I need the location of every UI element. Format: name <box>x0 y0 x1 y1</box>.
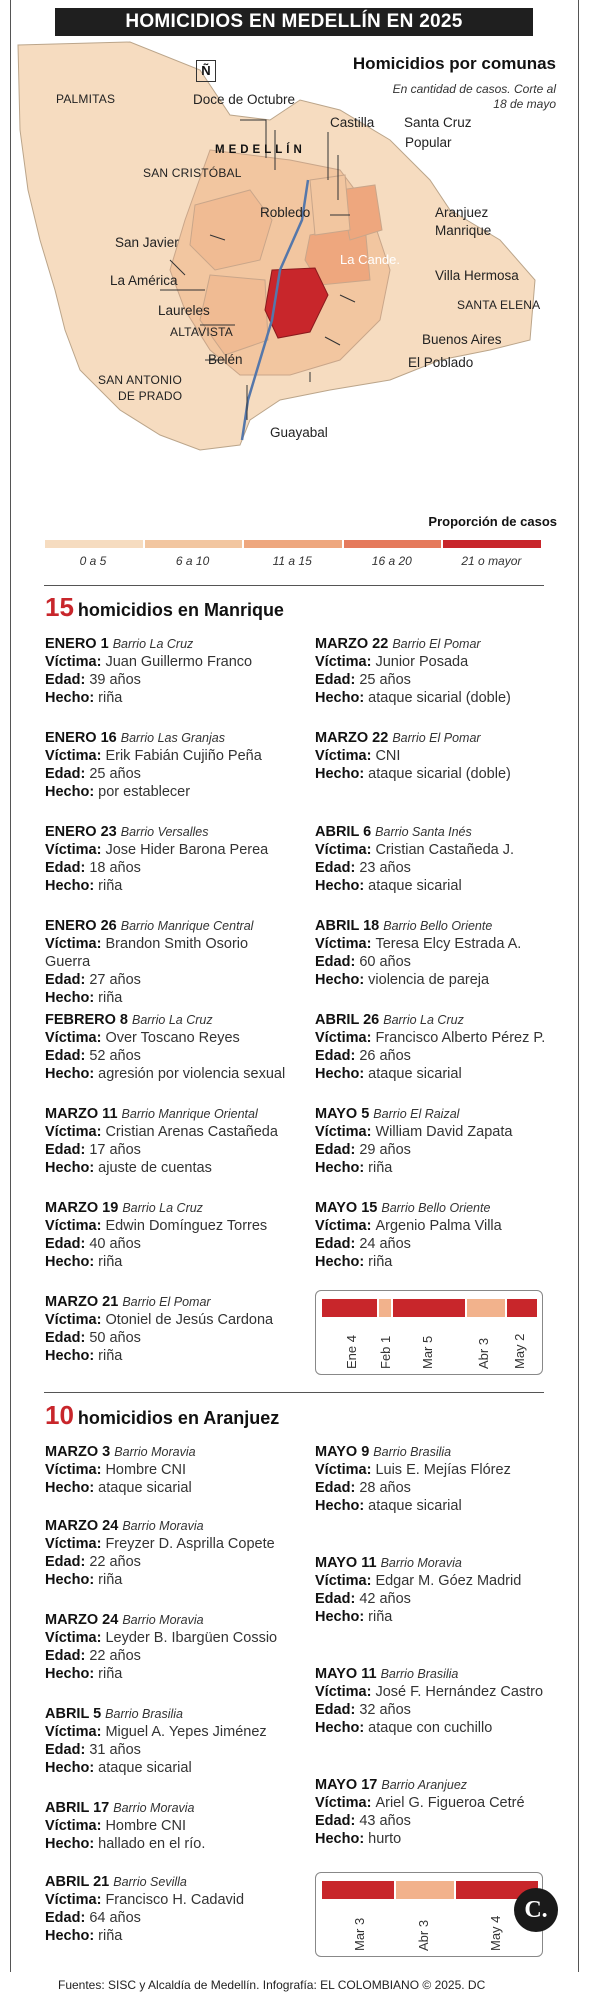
aranjuez-heading-text: homicidios en Aranjuez <box>77 1408 280 1428</box>
case-barrio: Barrio El Raizal <box>373 1107 460 1121</box>
field-label-edad: Edad: <box>315 1048 360 1064</box>
case-entry <box>315 1776 565 1848</box>
case-date: MAYO 9 <box>315 1444 374 1460</box>
field-label-hecho: Hecho: <box>45 878 99 894</box>
field-label-edad: Edad: <box>45 1142 90 1158</box>
timeline-segment <box>393 1299 465 1317</box>
case-victima: Luis E. Mejías Flórez <box>375 1462 511 1478</box>
divider-middle <box>44 1392 544 1393</box>
timeline-tick: Abr 3 <box>416 1919 431 1951</box>
case-barrio: Barrio Sevilla <box>113 1875 187 1889</box>
case-edad: 60 años <box>359 954 411 970</box>
case-barrio: Barrio El Pomar <box>122 1295 211 1309</box>
case-hecho: ataque sicarial <box>368 878 462 894</box>
case-victima: Teresa Elcy Estrada A. <box>375 936 522 952</box>
field-label-hecho: Hecho: <box>315 1831 369 1847</box>
case-date: MARZO 24 <box>45 1612 123 1628</box>
case-date: MAYO 5 <box>315 1106 374 1122</box>
case-hecho: riña <box>98 1666 123 1682</box>
north-arrow-icon: Ñ <box>196 60 216 82</box>
case-hecho: riña <box>368 1254 393 1270</box>
case-date: MARZO 19 <box>45 1200 123 1216</box>
field-label-victima: Víctima: <box>315 842 376 858</box>
manrique-heading <box>45 592 284 623</box>
case-barrio: Barrio El Pomar <box>392 637 481 651</box>
legend-label: 11 a 15 <box>272 554 312 568</box>
case-victima: Edwin Domínguez Torres <box>105 1218 268 1234</box>
case-hecho: ataque sicarial <box>368 1066 462 1082</box>
case-entry <box>315 1105 565 1177</box>
timeline-tick: May 4 <box>488 1915 503 1951</box>
field-label-hecho: Hecho: <box>315 878 369 894</box>
case-hecho: ataque sicarial <box>368 1498 462 1514</box>
case-hecho: ataque sicarial <box>98 1480 192 1496</box>
case-victima: Otoniel de Jesús Cardona <box>105 1312 274 1328</box>
field-label-hecho: Hecho: <box>315 1609 369 1625</box>
legend-title: Proporción de casos <box>428 514 557 529</box>
case-entry <box>315 1665 565 1737</box>
field-label-victima: Víctima: <box>315 654 376 670</box>
field-label-hecho: Hecho: <box>45 1572 99 1588</box>
field-label-victima: Víctima: <box>315 936 376 952</box>
case-date: FEBRERO 8 <box>45 1012 133 1028</box>
case-barrio: Barrio Manrique Central <box>120 919 254 933</box>
case-hecho: hallado en el río. <box>98 1836 206 1852</box>
case-entry <box>45 729 295 801</box>
case-entry <box>45 1873 295 1945</box>
case-victima: Leyder B. Ibargüen Cossio <box>105 1630 278 1646</box>
case-barrio: Barrio Moravia <box>122 1519 204 1533</box>
case-hecho: riña <box>98 990 123 1006</box>
case-hecho: riña <box>98 1348 123 1364</box>
case-edad: 64 años <box>89 1910 141 1926</box>
field-label-victima: Víctima: <box>45 1030 106 1046</box>
popular-shape <box>310 175 350 235</box>
field-label-edad: Edad: <box>45 1330 90 1346</box>
case-date: ENERO 1 <box>45 636 113 652</box>
case-barrio: Barrio La Cruz <box>122 1201 203 1215</box>
map-title: Homicidios por comunas <box>352 54 556 73</box>
legend-swatch <box>244 540 342 548</box>
field-label-victima: Víctima: <box>315 1030 376 1046</box>
field-label-hecho: Hecho: <box>315 972 369 988</box>
case-victima: Edgar M. Góez Madrid <box>375 1573 522 1589</box>
timeline-segment <box>396 1881 454 1899</box>
field-label-edad: Edad: <box>45 1048 90 1064</box>
credits: Fuentes: SISC y Alcaldía de Medellín. Infografía: EL COLOMBIANO © 2025. DC <box>58 1978 486 1992</box>
medellin-map <box>10 40 570 510</box>
label-el-poblado: El Poblado <box>408 355 474 370</box>
case-entry <box>315 1443 565 1515</box>
timeline-segment <box>379 1299 391 1317</box>
case-barrio: Barrio Las Granjas <box>120 731 225 745</box>
legend-label: 21 o mayor <box>461 554 522 568</box>
case-victima: Francisco Alberto Pérez P. <box>375 1030 546 1046</box>
case-barrio: Barrio Manrique Oriental <box>121 1107 258 1121</box>
label-palmitas: PALMITAS <box>56 92 116 106</box>
page-title: HOMICIDIOS EN MEDELLÍN EN 2025 <box>55 8 533 36</box>
case-victima: Freyzer D. Asprilla Copete <box>105 1536 275 1552</box>
field-label-edad: Edad: <box>45 766 90 782</box>
case-victima: Hombre CNI <box>105 1462 187 1478</box>
case-edad: 23 años <box>359 860 411 876</box>
case-hecho: riña <box>98 1254 123 1270</box>
label-popular: Popular <box>405 135 452 150</box>
field-label-victima: Víctima: <box>45 842 106 858</box>
case-edad: 27 años <box>89 972 141 988</box>
case-edad: 22 años <box>89 1554 141 1570</box>
case-date: ABRIL 26 <box>315 1012 384 1028</box>
case-entry <box>315 729 565 783</box>
case-hecho: ataque sicarial <box>98 1760 192 1776</box>
case-edad: 31 años <box>89 1742 141 1758</box>
field-label-hecho: Hecho: <box>45 1066 99 1082</box>
case-barrio: Barrio La Cruz <box>383 1013 464 1027</box>
timeline-tick: Mar 5 <box>420 1335 435 1369</box>
case-date: ABRIL 18 <box>315 918 384 934</box>
label-aranjuez: Aranjuez <box>435 205 489 220</box>
case-entry <box>45 1517 295 1589</box>
case-barrio: Barrio Brasilia <box>373 1445 452 1459</box>
case-date: ENERO 16 <box>45 730 121 746</box>
case-barrio: Barrio Moravia <box>122 1613 204 1627</box>
case-edad: 43 años <box>359 1813 411 1829</box>
field-label-edad: Edad: <box>45 672 90 688</box>
label-san-javier: San Javier <box>115 235 179 250</box>
timeline-tick: May 2 <box>512 1333 527 1369</box>
legend-label: 16 a 20 <box>371 554 412 568</box>
case-victima: Cristian Arenas Castañeda <box>105 1124 278 1140</box>
case-hecho: riña <box>98 1572 123 1588</box>
case-date: MAYO 11 <box>315 1666 381 1682</box>
case-victima: Miguel A. Yepes Jiménez <box>105 1724 267 1740</box>
case-entry <box>315 823 565 895</box>
field-label-hecho: Hecho: <box>45 1928 99 1944</box>
case-edad: 42 años <box>359 1591 411 1607</box>
manrique-heading-text: homicidios en Manrique <box>77 600 284 620</box>
case-edad: 18 años <box>89 860 141 876</box>
city-label: MEDELLÍN <box>215 144 306 156</box>
case-date: MARZO 11 <box>45 1106 122 1122</box>
case-date: MAYO 17 <box>315 1777 382 1793</box>
case-hecho: ajuste de cuentas <box>98 1160 212 1176</box>
legend-swatch <box>45 540 143 548</box>
field-label-edad: Edad: <box>315 1702 360 1718</box>
legend-label: 6 a 10 <box>175 554 210 568</box>
case-entry <box>315 1199 565 1271</box>
field-label-hecho: Hecho: <box>45 1160 99 1176</box>
legend-swatch <box>443 540 541 548</box>
field-label-hecho: Hecho: <box>45 784 99 800</box>
case-date: MAYO 15 <box>315 1200 382 1216</box>
case-date: MARZO 22 <box>315 730 393 746</box>
case-date: ABRIL 21 <box>45 1874 114 1890</box>
divider-top <box>44 585 544 586</box>
field-label-victima: Víctima: <box>45 1462 106 1478</box>
case-entry <box>45 1199 295 1271</box>
case-victima: Ariel G. Figueroa Cetré <box>375 1795 525 1811</box>
field-label-victima: Víctima: <box>45 1818 106 1834</box>
case-edad: 22 años <box>89 1648 141 1664</box>
case-victima: Argenio Palma Villa <box>375 1218 502 1234</box>
case-hecho: riña <box>368 1160 393 1176</box>
label-guayabal: Guayabal <box>270 425 328 440</box>
aranjuez-timeline <box>315 1872 543 1957</box>
field-label-hecho: Hecho: <box>45 1666 99 1682</box>
field-label-hecho: Hecho: <box>315 1254 369 1270</box>
case-date: MAYO 11 <box>315 1555 381 1571</box>
case-entry <box>45 1011 295 1083</box>
label-santa-elena: SANTA ELENA <box>457 298 541 312</box>
field-label-hecho: Hecho: <box>315 690 369 706</box>
case-victima: Erik Fabián Cujiño Peña <box>105 748 262 764</box>
label-belen: Belén <box>208 352 243 367</box>
case-entry <box>45 1799 295 1853</box>
timeline-segment <box>322 1881 394 1899</box>
field-label-hecho: Hecho: <box>45 690 99 706</box>
case-edad: 26 años <box>359 1048 411 1064</box>
field-label-edad: Edad: <box>315 672 360 688</box>
case-hecho: ataque sicarial (doble) <box>368 766 511 782</box>
field-label-edad: Edad: <box>315 1142 360 1158</box>
el-colombiano-logo-icon: C. <box>514 1888 558 1932</box>
case-edad: 39 años <box>89 672 141 688</box>
label-la-candelaria: La Cande. <box>340 252 400 267</box>
case-hecho: riña <box>98 1928 123 1944</box>
case-barrio: Barrio Bello Oriente <box>381 1201 491 1215</box>
case-entry <box>315 1554 565 1626</box>
case-victima: Hombre CNI <box>105 1818 187 1834</box>
case-victima: Cristian Castañeda J. <box>375 842 515 858</box>
case-barrio: Barrio Bello Oriente <box>383 919 493 933</box>
label-santa-cruz: Santa Cruz <box>404 115 472 130</box>
case-entry <box>45 1705 295 1777</box>
timeline-segment <box>322 1299 377 1317</box>
field-label-victima: Víctima: <box>45 1218 106 1234</box>
field-label-victima: Víctima: <box>315 1218 376 1234</box>
field-label-edad: Edad: <box>45 1554 90 1570</box>
case-edad: 52 años <box>89 1048 141 1064</box>
field-label-edad: Edad: <box>45 1910 90 1926</box>
case-hecho: riña <box>98 878 123 894</box>
case-date: ENERO 26 <box>45 918 121 934</box>
timeline-tick: Abr 3 <box>476 1337 491 1369</box>
case-entry <box>315 635 565 707</box>
case-victima: José F. Hernández Castro <box>375 1684 544 1700</box>
case-barrio: Barrio La Cruz <box>112 637 194 651</box>
case-victima: Brandon Smith Osorio Guerra <box>45 936 249 970</box>
field-label-edad: Edad: <box>315 1236 360 1252</box>
case-date: MARZO 3 <box>45 1444 115 1460</box>
field-label-victima: Víctima: <box>315 1124 376 1140</box>
field-label-victima: Víctima: <box>45 1630 106 1646</box>
manrique-count: 15 <box>45 592 74 622</box>
field-label-edad: Edad: <box>315 1591 360 1607</box>
field-label-edad: Edad: <box>45 1742 90 1758</box>
field-label-edad: Edad: <box>315 1480 360 1496</box>
field-label-victima: Víctima: <box>45 1892 106 1908</box>
field-label-victima: Víctima: <box>45 1724 106 1740</box>
field-label-hecho: Hecho: <box>45 1348 99 1364</box>
field-label-edad: Edad: <box>45 972 90 988</box>
field-label-victima: Víctima: <box>315 1684 376 1700</box>
label-castilla: Castilla <box>330 115 375 130</box>
field-label-hecho: Hecho: <box>45 1480 99 1496</box>
field-label-victima: Víctima: <box>315 748 376 764</box>
field-label-edad: Edad: <box>45 860 90 876</box>
case-victima: CNI <box>375 748 401 764</box>
case-hecho: ataque sicarial (doble) <box>368 690 511 706</box>
case-edad: 25 años <box>89 766 141 782</box>
label-doce-octubre: Doce de Octubre <box>193 92 296 107</box>
case-victima: Francisco H. Cadavid <box>105 1892 245 1908</box>
label-buenos-aires: Buenos Aires <box>422 332 502 347</box>
case-hecho: agresión por violencia sexual <box>98 1066 286 1082</box>
case-date: MARZO 21 <box>45 1294 123 1310</box>
case-barrio: Barrio Moravia <box>380 1556 462 1570</box>
field-label-edad: Edad: <box>315 954 360 970</box>
case-entry <box>45 1443 295 1497</box>
legend-label: 0 a 5 <box>79 554 107 568</box>
label-san-cristobal: SAN CRISTÓBAL <box>143 166 242 180</box>
field-label-victima: Víctima: <box>45 654 106 670</box>
legend <box>45 540 543 570</box>
field-label-edad: Edad: <box>315 860 360 876</box>
case-hecho: hurto <box>368 1831 402 1847</box>
case-entry <box>45 1105 295 1177</box>
case-hecho: por establecer <box>98 784 191 800</box>
case-barrio: Barrio La Cruz <box>132 1013 213 1027</box>
case-edad: 32 años <box>359 1702 411 1718</box>
timeline-segment <box>507 1299 537 1317</box>
timeline-tick: Feb 1 <box>378 1335 393 1369</box>
field-label-victima: Víctima: <box>315 1462 376 1478</box>
case-barrio: Barrio Versalles <box>120 825 209 839</box>
case-barrio: Barrio Moravia <box>114 1445 196 1459</box>
case-hecho: ataque con cuchillo <box>368 1720 493 1736</box>
case-date: MARZO 22 <box>315 636 393 652</box>
field-label-hecho: Hecho: <box>315 1066 369 1082</box>
case-date: ABRIL 5 <box>45 1706 106 1722</box>
case-entry <box>45 917 295 1007</box>
case-edad: 28 años <box>359 1480 411 1496</box>
map-subtitle: En cantidad de casos. Corte al 18 de mayo <box>392 82 556 111</box>
case-edad: 24 años <box>359 1236 411 1252</box>
case-barrio: Barrio Santa Inés <box>375 825 472 839</box>
label-la-america: La América <box>110 273 178 288</box>
case-hecho: violencia de pareja <box>368 972 490 988</box>
case-edad: 50 años <box>89 1330 141 1346</box>
label-manrique: Manrique <box>435 223 492 238</box>
field-label-hecho: Hecho: <box>45 1760 99 1776</box>
case-barrio: Barrio Brasilia <box>105 1707 183 1721</box>
timeline-tick: Mar 3 <box>352 1917 367 1951</box>
case-victima: Jose Hider Barona Perea <box>105 842 269 858</box>
case-entry <box>45 823 295 895</box>
label-de-prado: DE PRADO <box>118 389 183 403</box>
field-label-victima: Víctima: <box>45 748 106 764</box>
case-barrio: Barrio Moravia <box>113 1801 195 1815</box>
field-label-victima: Víctima: <box>45 1536 106 1552</box>
case-victima: Junior Posada <box>375 654 469 670</box>
field-label-hecho: Hecho: <box>315 1720 369 1736</box>
case-date: ABRIL 6 <box>315 824 376 840</box>
case-entry <box>45 1611 295 1683</box>
field-label-hecho: Hecho: <box>315 766 369 782</box>
label-altavista: ALTAVISTA <box>170 325 233 339</box>
case-hecho: riña <box>368 1609 393 1625</box>
case-entry <box>45 1293 295 1365</box>
case-victima: William David Zapata <box>375 1124 513 1140</box>
label-robledo: Robledo <box>260 205 311 220</box>
case-edad: 17 años <box>89 1142 141 1158</box>
case-hecho: riña <box>98 690 123 706</box>
field-label-victima: Víctima: <box>315 1795 376 1811</box>
field-label-victima: Víctima: <box>45 1312 106 1328</box>
field-label-hecho: Hecho: <box>45 1254 99 1270</box>
case-barrio: Barrio Brasilia <box>380 1667 459 1681</box>
field-label-edad: Edad: <box>45 1648 90 1664</box>
timeline-segment <box>467 1299 505 1317</box>
field-label-hecho: Hecho: <box>315 1498 369 1514</box>
case-entry <box>45 635 295 707</box>
label-san-antonio: SAN ANTONIO <box>98 373 182 387</box>
case-edad: 29 años <box>359 1142 411 1158</box>
case-victima: Over Toscano Reyes <box>105 1030 240 1046</box>
label-laureles: Laureles <box>158 303 210 318</box>
case-barrio: Barrio Aranjuez <box>381 1778 468 1792</box>
case-victima: Juan Guillermo Franco <box>105 654 253 670</box>
legend-swatch <box>145 540 243 548</box>
aranjuez-heading <box>45 1400 279 1431</box>
field-label-hecho: Hecho: <box>315 1160 369 1176</box>
case-entry <box>315 917 565 989</box>
case-date: ABRIL 17 <box>45 1800 114 1816</box>
field-label-victima: Víctima: <box>45 1124 106 1140</box>
field-label-victima: Víctima: <box>45 936 106 952</box>
case-date: MARZO 24 <box>45 1518 123 1534</box>
label-villa-hermosa: Villa Hermosa <box>435 268 519 283</box>
field-label-edad: Edad: <box>45 1236 90 1252</box>
timeline-tick: Ene 4 <box>344 1335 359 1369</box>
manrique-timeline <box>315 1290 543 1375</box>
field-label-victima: Víctima: <box>315 1573 376 1589</box>
field-label-hecho: Hecho: <box>45 1836 99 1852</box>
case-edad: 25 años <box>359 672 411 688</box>
field-label-edad: Edad: <box>315 1813 360 1829</box>
case-entry <box>315 1011 565 1083</box>
aranjuez-count: 10 <box>45 1400 74 1430</box>
legend-swatch <box>344 540 442 548</box>
case-barrio: Barrio El Pomar <box>392 731 481 745</box>
field-label-hecho: Hecho: <box>45 990 99 1006</box>
case-edad: 40 años <box>89 1236 141 1252</box>
case-date: ENERO 23 <box>45 824 121 840</box>
